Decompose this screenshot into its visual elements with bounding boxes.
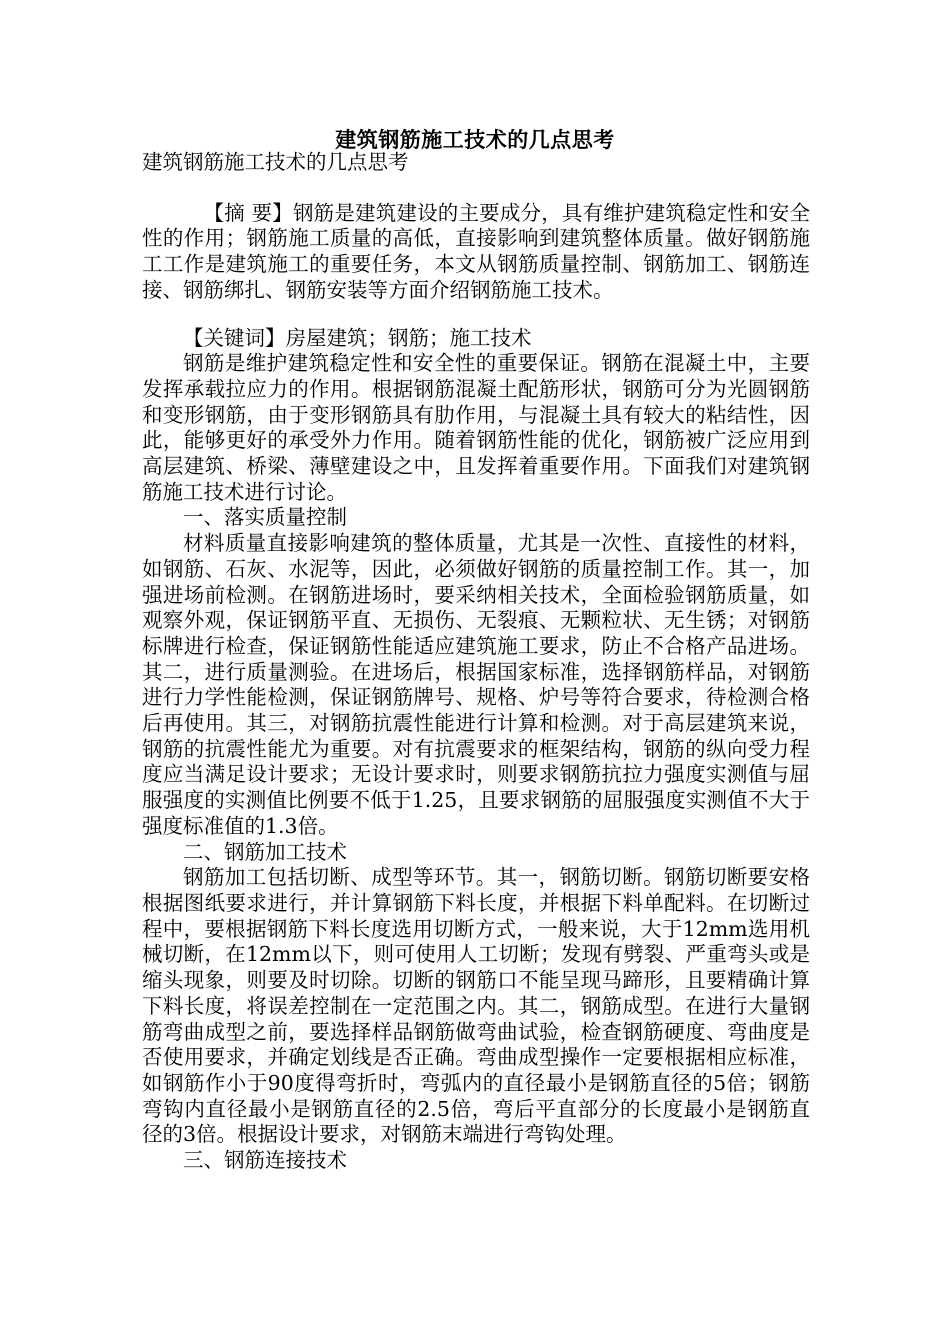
abstract-paragraph: 【摘 要】钢筋是建筑建设的主要成分，具有维护建筑稳定性和安全性的作用；钢筋施工质量的高低，直接影响到建筑整体质量。做好钢筋施工工作是建筑施工的重要任务，本文从钢筋质量控制、钢筋加工、钢筋连接、钢筋绑扎、钢筋安装等方面介绍钢筋施工技术。 [142, 200, 810, 302]
section-heading-connection: 三、钢筋连接技术 [183, 1148, 347, 1173]
document-subtitle: 建筑钢筋施工技术的几点思考 [142, 150, 409, 174]
section-body-processing: 钢筋加工包括切断、成型等环节。其一，钢筋切断。钢筋切断要安格根据图纸要求进行，并计算钢筋下料长度，并根据下料单配料。在切断过程中，要根据钢筋下料长度选用切断方式，一般来说，大于12mm选用机械切断，在12mm以下，则可使用人工切断；发现有劈裂、严重弯头或是缩头现象，则要及时切除。切断的钢筋口不能呈现马蹄形，且要精确计算下料长度，将误差控制在一定范围之内。其二，钢筋成型。在进行大量钢筋弯曲成型之前，要选择样品钢筋做弯曲试验，检查钢筋硬度、弯曲度是否使用要求，并确定划线是否正确。弯曲成型操作一定要根据相应标准，如钢筋作小于90度得弯折时，弯弧内的直径最小是钢筋直径的5倍；钢筋弯钩内直径最小是钢筋直径的2.5倍，弯后平直部分的长度最小是钢筋直径的3倍。根据设计要求，对钢筋末端进行弯钩处理。 [142, 865, 810, 1147]
section-heading-quality-control: 一、落实质量控制 [183, 505, 347, 530]
intro-paragraph: 钢筋是维护建筑稳定性和安全性的重要保证。钢筋在混凝土中，主要发挥承载拉应力的作用。根据钢筋混凝土配筋形状，钢筋可分为光圆钢筋和变形钢筋，由于变形钢筋具有肋作用，与混凝土具有较大的粘结性，因此，能够更好的承受外力作用。随着钢筋性能的优化，钢筋被广泛应用到高层建筑、桥梁、薄壁建设之中，且发挥着重要作用。下面我们对建筑钢筋施工技术进行讨论。 [142, 351, 810, 504]
section-heading-processing: 二、钢筋加工技术 [183, 839, 347, 864]
keywords-line: 【关键词】房屋建筑；钢筋；施工技术 [183, 325, 532, 350]
section-body-quality-control: 材料质量直接影响建筑的整体质量，尤其是一次性、直接性的材料，如钢筋、石灰、水泥等，因此，必须做好钢筋的质量控制工作。其一，加强进场前检测。在钢筋进场时，要采纳相关技术，全面检验钢筋质量，如观察外观，保证钢筋平直、无损伤、无裂痕、无颗粒状、无生锈；对钢筋标牌进行检查，保证钢筋性能适应建筑施工要求，防止不合格产品进场。其二，进行质量测验。在进场后，根据国家标准，选择钢筋样品，对钢筋进行力学性能检测，保证钢筋牌号、规格、炉号等符合要求，待检测合格后再使用。其三，对钢筋抗震性能进行计算和检测。对于高层建筑来说，钢筋的抗震性能尤为重要。对有抗震要求的框架结构，钢筋的纵向受力程度应当满足设计要求；无设计要求时，则要求钢筋抗拉力强度实测值与屈服强度的实测值比例要不低于1.25，且要求钢筋的屈服强度实测值不大于强度标准值的1.3倍。 [142, 531, 810, 838]
document-body [142, 150, 810, 1174]
document-title: 建筑钢筋施工技术的几点思考 [335, 128, 615, 152]
